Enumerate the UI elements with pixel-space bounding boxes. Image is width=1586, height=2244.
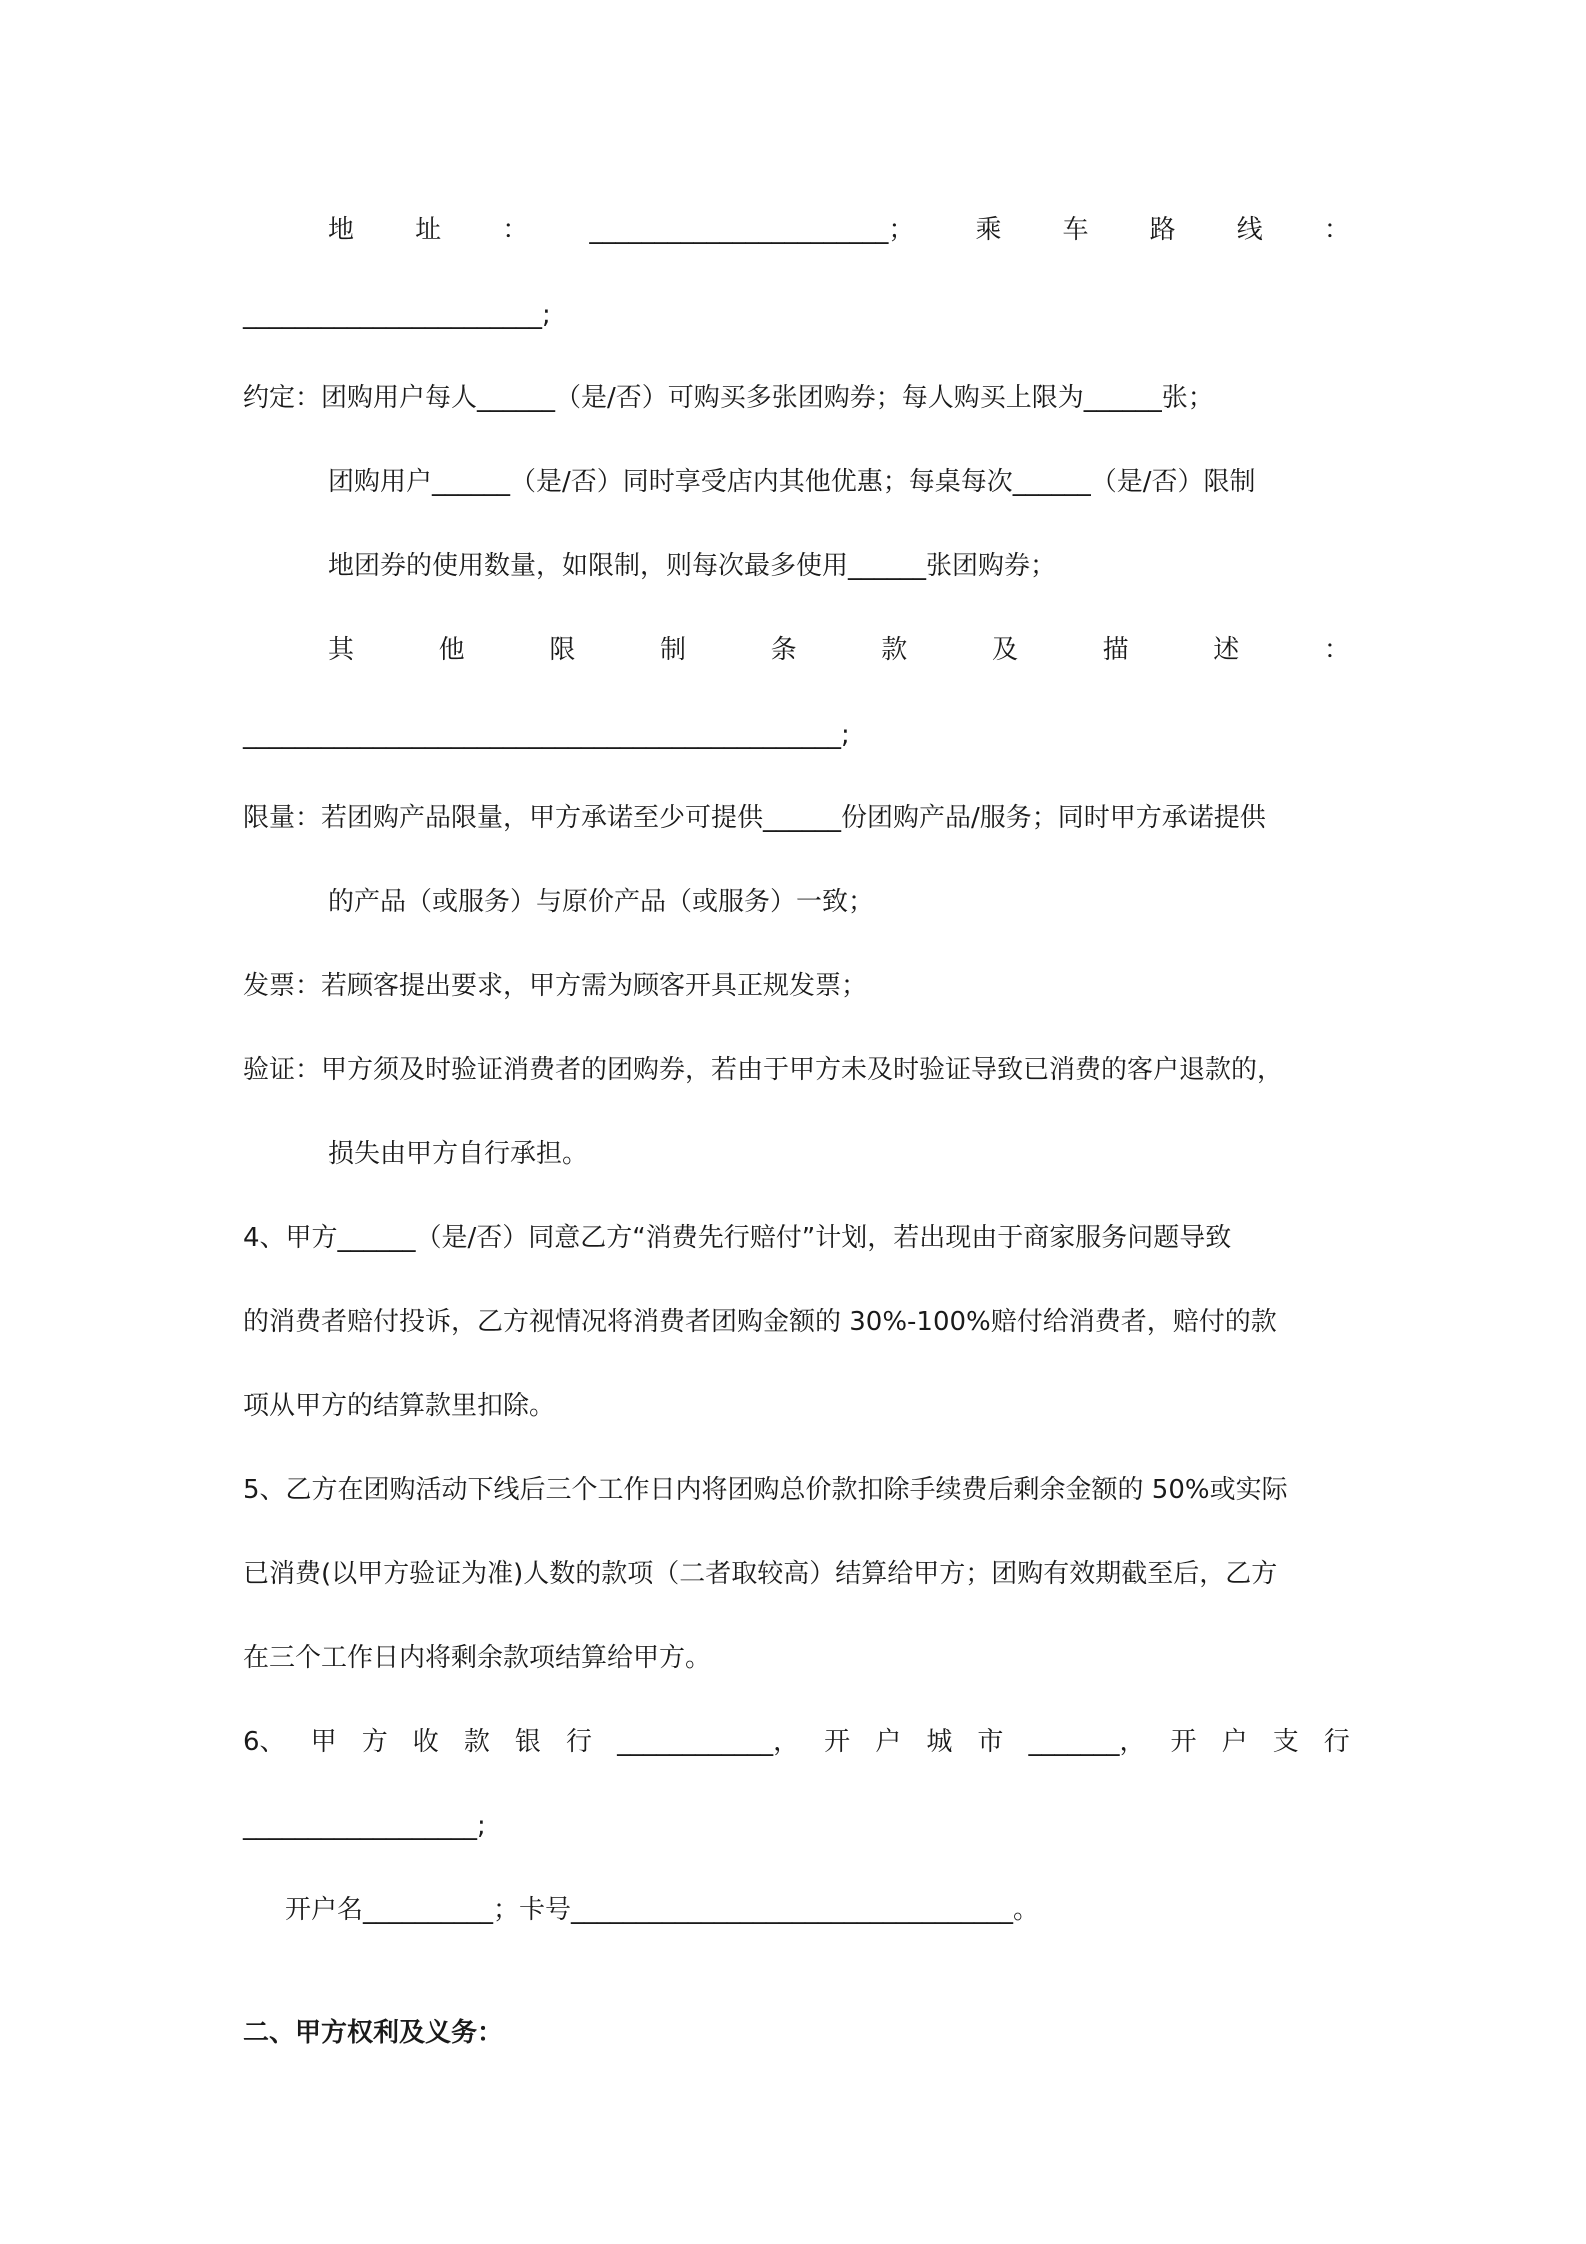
spaced-char: 路: [1149, 215, 1176, 245]
spaced-char: ：: [1323, 215, 1350, 245]
spaced-char: 款: [463, 1727, 490, 1757]
spaced-char: 户: [875, 1727, 902, 1757]
spaced-char: 条: [770, 635, 797, 665]
route-blank-line: _______________________;: [243, 300, 551, 330]
spaced-char: 乘: [975, 215, 1002, 245]
agreement-line-2: 团购用户______（是/否）同时享受店内其他优惠；每桌每次______（是/否）限制: [328, 467, 1256, 497]
address-route-line: [328, 210, 1350, 250]
account-line: 开户名__________；卡号__________________________________。: [285, 1895, 1040, 1925]
clause-5-line-3: 在三个工作日内将剩余款项结算给甲方。: [243, 1643, 712, 1673]
verify-line-2: 损失由甲方自行承担。: [328, 1139, 589, 1169]
spaced-char: 行: [1323, 1727, 1350, 1757]
agreement-line-1: 约定：团购用户每人______（是/否）可购买多张团购券；每人购买上限为______张；: [243, 383, 1214, 413]
spaced-char: 支: [1272, 1727, 1299, 1757]
spaced-char: 线: [1236, 215, 1263, 245]
spaced-char: 描: [1102, 635, 1129, 665]
city-blank: _______，: [1028, 1727, 1146, 1757]
other-terms-line: [328, 630, 1350, 670]
clause-5-line-1: 5、乙方在团购活动下线后三个工作日内将团购总价款扣除手续费后剩余金额的 50%或实际: [243, 1475, 1288, 1505]
clause-6-bank-line: [243, 1722, 1350, 1762]
spaced-char: 甲: [310, 1727, 337, 1757]
spaced-char: 车: [1062, 215, 1089, 245]
agreement-line-3: 地团券的使用数量，如限制，则每次最多使用______张团购券；: [328, 551, 1057, 581]
spaced-char: 限: [549, 635, 576, 665]
address-blank: _______________________；: [589, 215, 915, 245]
clause-number: 6、: [243, 1727, 286, 1757]
spaced-char: 地: [328, 215, 355, 245]
spaced-char: 方: [361, 1727, 388, 1757]
clause-4-line-2: 的消费者赔付投诉，乙方视情况将消费者团购金额的 30%-100%赔付给消费者，赔付的款: [243, 1307, 1277, 1337]
spaced-char: 银: [514, 1727, 541, 1757]
spaced-char: 述: [1213, 635, 1240, 665]
other-terms-blank-line: ______________________________________________;: [243, 720, 850, 750]
spaced-char: 开: [824, 1727, 851, 1757]
spaced-char: 市: [977, 1727, 1004, 1757]
spaced-char: 及: [991, 635, 1018, 665]
clause-4-line-3: 项从甲方的结算款里扣除。: [243, 1391, 556, 1421]
spaced-char: ：: [1323, 635, 1350, 665]
spaced-char: 收: [412, 1727, 439, 1757]
section-heading: 二、甲方权利及义务：: [243, 2018, 504, 2048]
invoice-line: 发票：若顾客提出要求，甲方需为顾客开具正规发票；: [243, 971, 868, 1001]
spaced-char: 他: [438, 635, 465, 665]
spaced-char: 行: [566, 1727, 593, 1757]
spaced-char: 制: [659, 635, 686, 665]
spaced-char: 款: [881, 635, 908, 665]
limit-line-1: 限量：若团购产品限量，甲方承诺至少可提供______份团购产品/服务；同时甲方承诺提供: [243, 803, 1266, 833]
branch-blank-line: __________________;: [243, 1811, 486, 1841]
spaced-char: 开: [1170, 1727, 1197, 1757]
clause-5-line-2: 已消费(以甲方验证为准)人数的款项（二者取较高）结算给甲方；团购有效期截至后，乙方: [243, 1559, 1278, 1589]
spaced-char: 其: [328, 635, 355, 665]
spaced-char: ：: [502, 215, 529, 245]
verify-line-1: 验证：甲方须及时验证消费者的团购券，若由于甲方未及时验证导致已消费的客户退款的，: [243, 1055, 1284, 1085]
bank-blank: ____________，: [617, 1727, 800, 1757]
spaced-char: 户: [1221, 1727, 1248, 1757]
clause-4-line-1: 4、甲方______（是/否）同意乙方“消费先行赔付”计划，若出现由于商家服务问题导致: [243, 1223, 1232, 1253]
spaced-char: 城: [926, 1727, 953, 1757]
limit-line-2: 的产品（或服务）与原价产品（或服务）一致；: [328, 887, 875, 917]
spaced-char: 址: [415, 215, 442, 245]
